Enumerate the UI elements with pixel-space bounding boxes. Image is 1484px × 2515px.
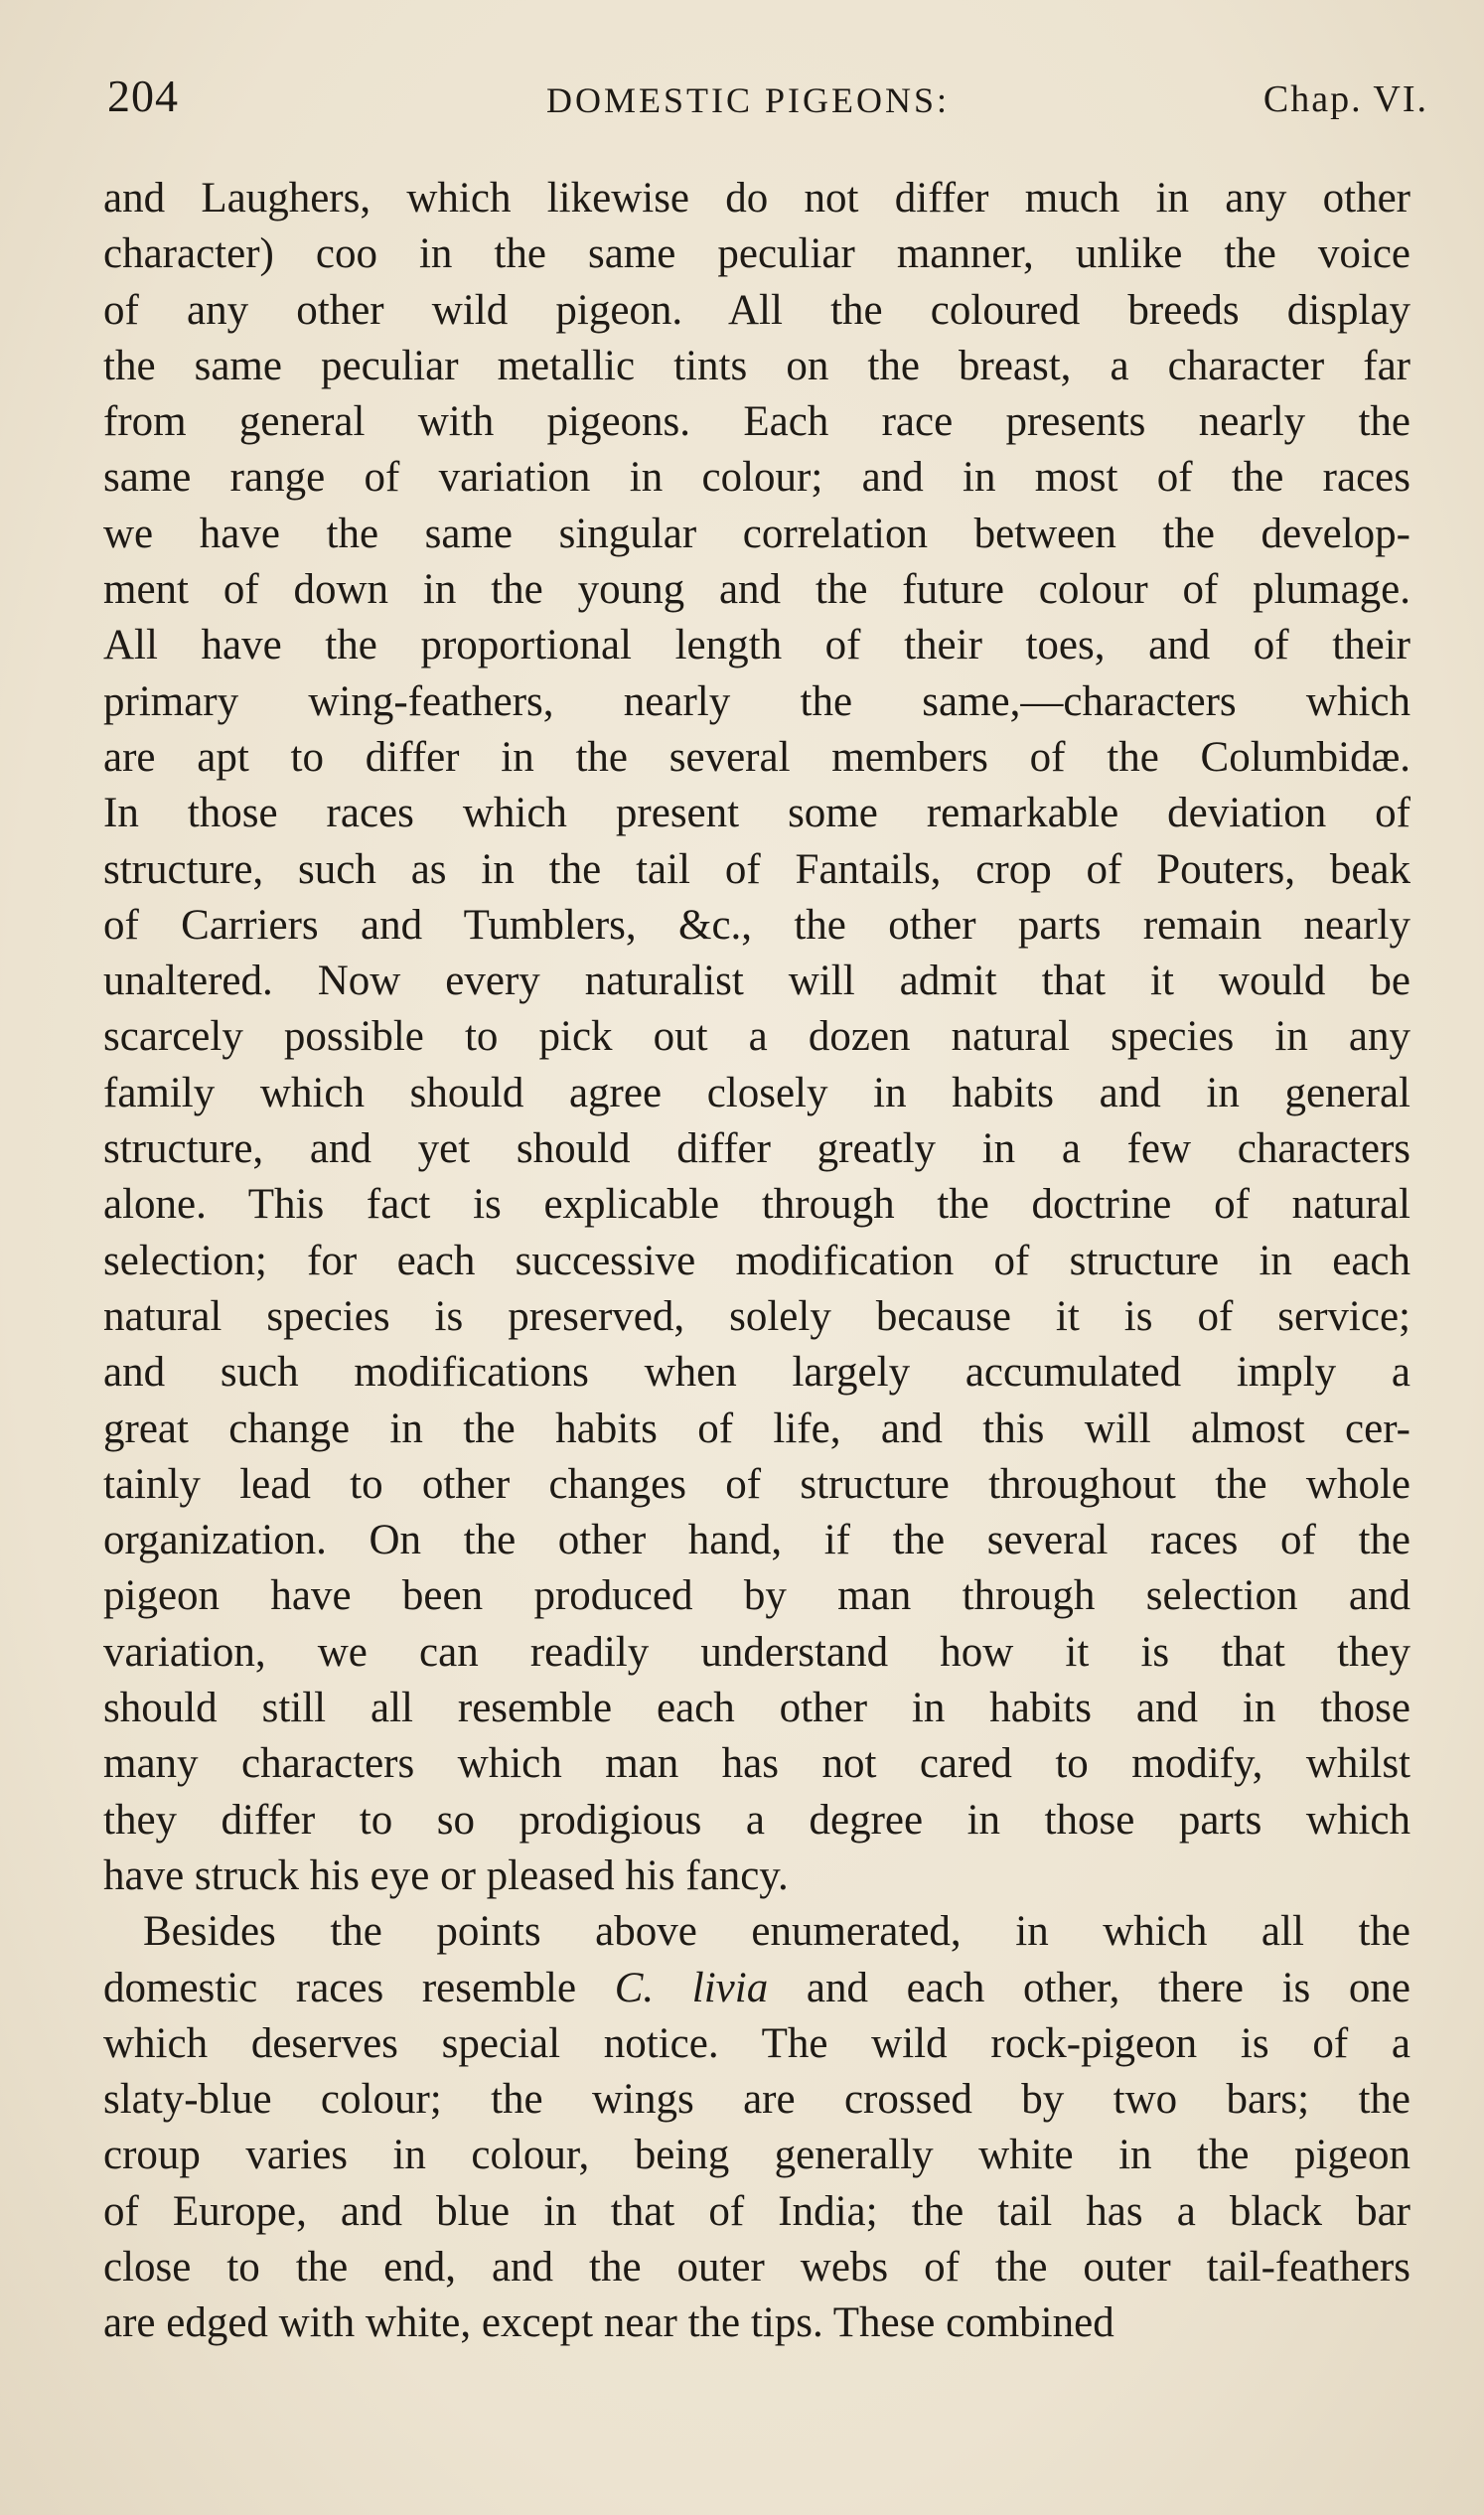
text-line: of Europe, and blue in that of India; the tail has a black bar xyxy=(103,2187,1410,2235)
text-line: primary wing-feathers, nearly the same,—characters which xyxy=(103,677,1410,725)
text-line: of any other wild pigeon. All the coloured breeds display xyxy=(103,286,1410,334)
text-line: are edged with white, except near the tips. These combined xyxy=(103,2299,1114,2347)
chapter-label: Chap. VI. xyxy=(1262,78,1428,120)
text-line: Besides the points above enumerated, in which all the xyxy=(143,1908,1410,1956)
text-line: character) coo in the same peculiar manner, unlike the voice xyxy=(103,230,1410,278)
text-line: slaty-blue colour; the wings are crossed by two bars; the xyxy=(103,2076,1410,2124)
text-line: ment of down in the young and the future colour of plumage. xyxy=(103,566,1410,614)
text-line: structure, such as in the tail of Fantails, crop of Pouters, beak xyxy=(103,845,1410,893)
text-line: close to the end, and the outer webs of the outer tail-feathers xyxy=(103,2243,1410,2291)
text-line: tainly lead to other changes of structure throughout the whole xyxy=(103,1460,1410,1508)
paragraph xyxy=(103,1904,1410,2351)
text-line: should still all resemble each other in habits and in those xyxy=(103,1685,1410,1732)
text-line: pigeon have been produced by man through selection and xyxy=(103,1572,1410,1620)
text-line: great change in the habits of life, and this will almost cer- xyxy=(103,1405,1410,1452)
text-line: and Laughers, which likewise do not differ much in any other xyxy=(103,175,1410,222)
text-line: same range of variation in colour; and in most of the races xyxy=(103,454,1410,502)
text-line: family which should agree closely in habits and in general xyxy=(103,1069,1410,1116)
text-line: In those races which present some remarkable deviation of xyxy=(103,790,1410,837)
running-head: DOMESTIC PIGEONS: xyxy=(545,80,951,120)
text-line: domestic races resemble C. livia and each other, there is one xyxy=(103,1964,1411,2011)
text-line: of Carriers and Tumblers, &c., the other parts remain nearly xyxy=(103,901,1410,949)
text-line: natural species is preserved, solely because it is of service; xyxy=(103,1292,1410,1340)
paragraph xyxy=(103,171,1410,1904)
text-line: scarcely possible to pick out a dozen natural species in any xyxy=(103,1013,1410,1061)
text-line: many characters which man has not cared to modify, whilst xyxy=(103,1740,1410,1788)
text-line: are apt to differ in the several members of the Columbidæ. xyxy=(103,733,1410,781)
page-number: 204 xyxy=(107,71,179,121)
page-header xyxy=(107,70,1428,129)
text-line: croup varies in colour, being generally white in the pigeon xyxy=(103,2132,1410,2179)
text-line: alone. This fact is explicable through the doctrine of natural xyxy=(103,1181,1410,1229)
text-line: we have the same singular correlation between the develop- xyxy=(103,510,1410,557)
text-line: All have the proportional length of their toes, and of their xyxy=(103,622,1410,669)
text-line: organization. On the other hand, if the several races of the xyxy=(103,1517,1410,1564)
text-line: have struck his eye or pleased his fancy. xyxy=(103,1851,789,1899)
text-line: which deserves special notice. The wild rock-pigeon is of a xyxy=(103,2019,1410,2067)
text-line: and such modifications when largely accumulated imply a xyxy=(103,1349,1410,1397)
body-text xyxy=(103,171,1410,2352)
text-line: structure, and yet should differ greatly in a few characters xyxy=(103,1125,1410,1173)
text-line: the same peculiar metallic tints on the breast, a character far xyxy=(103,342,1410,389)
text-line: they differ to so prodigious a degree in those parts which xyxy=(103,1796,1410,1844)
text-line: unaltered. Now every naturalist will admit that it would be xyxy=(103,958,1410,1005)
text-line: selection; for each successive modification of structure in each xyxy=(103,1237,1410,1284)
text-line: variation, we can readily understand how it is that they xyxy=(103,1628,1410,1676)
text-line: from general with pigeons. Each race presents nearly the xyxy=(103,398,1410,446)
